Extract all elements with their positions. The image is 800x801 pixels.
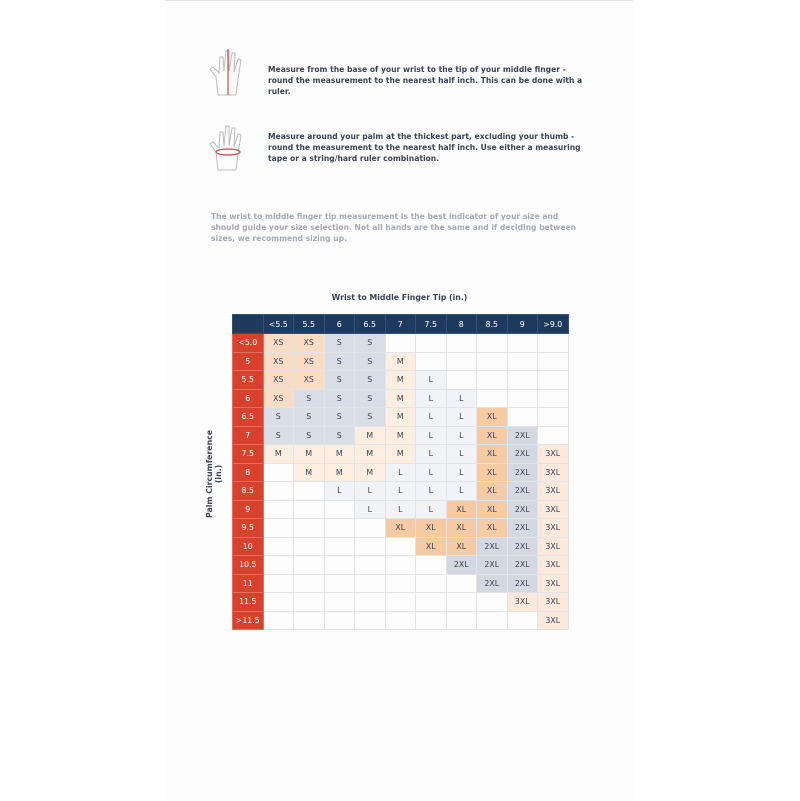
size-cell: XL — [477, 482, 508, 501]
table-row — [233, 593, 569, 612]
empty-cell — [294, 574, 325, 593]
empty-cell — [446, 352, 477, 371]
empty-cell — [446, 371, 477, 390]
row-header: <5.0 — [233, 334, 264, 353]
size-cell: M — [385, 371, 416, 390]
size-cell: M — [355, 463, 386, 482]
empty-cell — [507, 389, 538, 408]
hand-circumference-icon — [208, 122, 252, 172]
table-row — [233, 463, 569, 482]
size-cell: XL — [477, 426, 508, 445]
empty-cell — [538, 352, 569, 371]
size-cell: XL — [477, 445, 508, 464]
size-cell: L — [355, 500, 386, 519]
size-cell: L — [416, 408, 447, 427]
column-header: 8 — [446, 315, 477, 334]
size-cell: S — [294, 426, 325, 445]
size-cell: L — [416, 426, 447, 445]
size-cell: XL — [477, 408, 508, 427]
size-cell: M — [385, 426, 416, 445]
row-header: 5 — [233, 352, 264, 371]
size-cell: 2XL — [507, 500, 538, 519]
size-chart-table — [232, 314, 569, 630]
size-cell: L — [416, 500, 447, 519]
size-cell: L — [416, 389, 447, 408]
size-cell: L — [446, 482, 477, 501]
empty-cell — [385, 334, 416, 353]
row-header: 9 — [233, 500, 264, 519]
size-cell: L — [446, 408, 477, 427]
size-cell: 3XL — [538, 482, 569, 501]
row-header: 8 — [233, 463, 264, 482]
column-header: 5.5 — [294, 315, 325, 334]
size-cell: 2XL — [507, 556, 538, 575]
size-cell: M — [294, 445, 325, 464]
table-row — [233, 574, 569, 593]
row-header: 11 — [233, 574, 264, 593]
size-cell: L — [416, 445, 447, 464]
size-cell: S — [324, 389, 355, 408]
size-cell: XL — [446, 537, 477, 556]
size-cell: XL — [416, 519, 447, 538]
size-cell: M — [385, 445, 416, 464]
row-header: 9.5 — [233, 519, 264, 538]
empty-cell — [355, 593, 386, 612]
size-cell: 2XL — [507, 574, 538, 593]
size-cell: XS — [263, 371, 294, 390]
size-cell: 2XL — [477, 574, 508, 593]
empty-cell — [355, 556, 386, 575]
empty-cell — [263, 500, 294, 519]
size-cell: XL — [446, 519, 477, 538]
size-cell: XS — [263, 389, 294, 408]
size-cell: M — [294, 463, 325, 482]
table-row — [233, 611, 569, 630]
size-cell: L — [416, 463, 447, 482]
empty-cell — [538, 426, 569, 445]
empty-cell — [355, 519, 386, 538]
y-axis-label: Palm Circumference (in.) — [205, 429, 223, 519]
column-header: 9 — [507, 315, 538, 334]
empty-cell — [416, 334, 447, 353]
empty-cell — [477, 371, 508, 390]
row-header: 5.5 — [233, 371, 264, 390]
table-row — [233, 389, 569, 408]
empty-cell — [263, 556, 294, 575]
table-row — [233, 426, 569, 445]
size-cell: M — [355, 445, 386, 464]
column-header: 7.5 — [416, 315, 447, 334]
empty-cell — [507, 352, 538, 371]
size-cell: L — [446, 445, 477, 464]
size-cell: S — [324, 334, 355, 353]
empty-cell — [385, 593, 416, 612]
sizing-note: The wrist to middle finger tip measurement is the best indicator of your size and should guide your size selection. Not all hands are the same and if deciding between sizes, we recommend sizing up. — [211, 212, 577, 243]
size-cell: S — [324, 408, 355, 427]
empty-cell — [324, 500, 355, 519]
size-cell: XS — [294, 334, 325, 353]
size-cell: L — [446, 389, 477, 408]
size-cell: S — [355, 334, 386, 353]
size-cell: S — [355, 371, 386, 390]
empty-cell — [355, 574, 386, 593]
empty-cell — [263, 537, 294, 556]
table-row — [233, 537, 569, 556]
instruction-length: Measure from the base of your wrist to the tip of your middle finger - round the measurement to the nearest half inch. This can be done with a ruler. — [268, 65, 583, 96]
hand-length-icon — [208, 47, 252, 97]
empty-cell — [263, 463, 294, 482]
size-cell: L — [385, 463, 416, 482]
size-cell: 2XL — [507, 537, 538, 556]
size-cell: S — [263, 408, 294, 427]
size-cell: 3XL — [538, 500, 569, 519]
size-cell: 2XL — [446, 556, 477, 575]
empty-cell — [507, 611, 538, 630]
size-cell: S — [324, 371, 355, 390]
size-cell: XL — [416, 537, 447, 556]
size-cell: M — [324, 445, 355, 464]
row-header: >11.5 — [233, 611, 264, 630]
size-cell: L — [416, 482, 447, 501]
empty-cell — [385, 611, 416, 630]
row-header: 11.5 — [233, 593, 264, 612]
size-cell: 2XL — [507, 463, 538, 482]
size-cell: L — [416, 371, 447, 390]
size-cell: 2XL — [477, 556, 508, 575]
table-row — [233, 556, 569, 575]
size-cell: L — [355, 482, 386, 501]
table-row — [233, 371, 569, 390]
size-cell: 3XL — [538, 593, 569, 612]
size-cell: 3XL — [507, 593, 538, 612]
size-cell: L — [446, 463, 477, 482]
empty-cell — [294, 556, 325, 575]
empty-cell — [538, 389, 569, 408]
size-cell: 3XL — [538, 463, 569, 482]
table-row — [233, 519, 569, 538]
empty-cell — [355, 611, 386, 630]
size-cell: 2XL — [507, 426, 538, 445]
size-cell: S — [263, 426, 294, 445]
size-cell: XL — [477, 463, 508, 482]
size-cell: XL — [385, 519, 416, 538]
empty-cell — [263, 482, 294, 501]
size-cell: XL — [477, 519, 508, 538]
row-header: 6 — [233, 389, 264, 408]
row-header: 7 — [233, 426, 264, 445]
size-cell: 3XL — [538, 445, 569, 464]
size-cell: XL — [477, 500, 508, 519]
size-cell: S — [294, 408, 325, 427]
empty-cell — [416, 574, 447, 593]
row-header: 10.5 — [233, 556, 264, 575]
empty-cell — [263, 519, 294, 538]
size-cell: 2XL — [507, 519, 538, 538]
size-cell: S — [324, 352, 355, 371]
size-cell: S — [355, 408, 386, 427]
table-row — [233, 352, 569, 371]
size-cell: 2XL — [507, 445, 538, 464]
table-row — [233, 500, 569, 519]
empty-cell — [446, 593, 477, 612]
empty-cell — [416, 352, 447, 371]
size-cell: 3XL — [538, 537, 569, 556]
empty-cell — [477, 352, 508, 371]
row-header: 7.5 — [233, 445, 264, 464]
empty-cell — [385, 574, 416, 593]
empty-cell — [446, 574, 477, 593]
empty-cell — [294, 537, 325, 556]
row-header: 8.5 — [233, 482, 264, 501]
empty-cell — [324, 519, 355, 538]
empty-cell — [263, 611, 294, 630]
size-cell: S — [294, 389, 325, 408]
size-cell: 3XL — [538, 519, 569, 538]
size-cell: XS — [263, 352, 294, 371]
size-cell: S — [324, 426, 355, 445]
size-cell: L — [385, 500, 416, 519]
empty-cell — [263, 593, 294, 612]
table-row — [233, 334, 569, 353]
size-cell: XS — [294, 352, 325, 371]
size-cell: XS — [263, 334, 294, 353]
empty-cell — [416, 556, 447, 575]
row-header: 6.5 — [233, 408, 264, 427]
empty-cell — [294, 482, 325, 501]
empty-cell — [324, 574, 355, 593]
empty-cell — [416, 593, 447, 612]
chart-title: Wrist to Middle Finger Tip (in.) — [331, 293, 468, 302]
empty-cell — [324, 556, 355, 575]
size-cell: XS — [294, 371, 325, 390]
table-row — [233, 408, 569, 427]
column-header: <5.5 — [263, 315, 294, 334]
empty-cell — [385, 556, 416, 575]
size-cell: M — [385, 389, 416, 408]
corner-cell — [233, 315, 264, 334]
table-row — [233, 445, 569, 464]
size-cell: M — [385, 408, 416, 427]
empty-cell — [538, 371, 569, 390]
empty-cell — [538, 334, 569, 353]
size-cell: 2XL — [477, 537, 508, 556]
size-cell: L — [324, 482, 355, 501]
size-cell: S — [355, 352, 386, 371]
column-header: 6 — [324, 315, 355, 334]
empty-cell — [294, 500, 325, 519]
size-cell: M — [385, 352, 416, 371]
empty-cell — [324, 611, 355, 630]
row-header: 10 — [233, 537, 264, 556]
size-cell: L — [446, 426, 477, 445]
size-cell: XL — [446, 500, 477, 519]
size-cell: M — [355, 426, 386, 445]
empty-cell — [477, 593, 508, 612]
size-cell: 2XL — [507, 482, 538, 501]
empty-cell — [385, 537, 416, 556]
empty-cell — [446, 611, 477, 630]
empty-cell — [294, 611, 325, 630]
size-cell: L — [385, 482, 416, 501]
size-cell: S — [355, 389, 386, 408]
column-header: 8.5 — [477, 315, 508, 334]
empty-cell — [416, 611, 447, 630]
column-header: 6.5 — [355, 315, 386, 334]
header-row — [233, 315, 569, 334]
instruction-circumference: Measure around your palm at the thickest part, excluding your thumb - round the measurement to the nearest half inch. Use either a measuring tape or a string/hard ruler combination. — [268, 132, 581, 163]
empty-cell — [324, 537, 355, 556]
empty-cell — [477, 611, 508, 630]
empty-cell — [294, 519, 325, 538]
empty-cell — [446, 334, 477, 353]
column-header: 7 — [385, 315, 416, 334]
empty-cell — [477, 334, 508, 353]
empty-cell — [507, 371, 538, 390]
empty-cell — [477, 389, 508, 408]
column-header: >9.0 — [538, 315, 569, 334]
size-cell: M — [324, 463, 355, 482]
empty-cell — [507, 334, 538, 353]
size-cell: 3XL — [538, 574, 569, 593]
size-cell: 3XL — [538, 556, 569, 575]
size-cell: 3XL — [538, 611, 569, 630]
empty-cell — [294, 593, 325, 612]
empty-cell — [263, 574, 294, 593]
empty-cell — [507, 408, 538, 427]
empty-cell — [538, 408, 569, 427]
empty-cell — [324, 593, 355, 612]
empty-cell — [355, 537, 386, 556]
table-row — [233, 482, 569, 501]
size-cell: M — [263, 445, 294, 464]
